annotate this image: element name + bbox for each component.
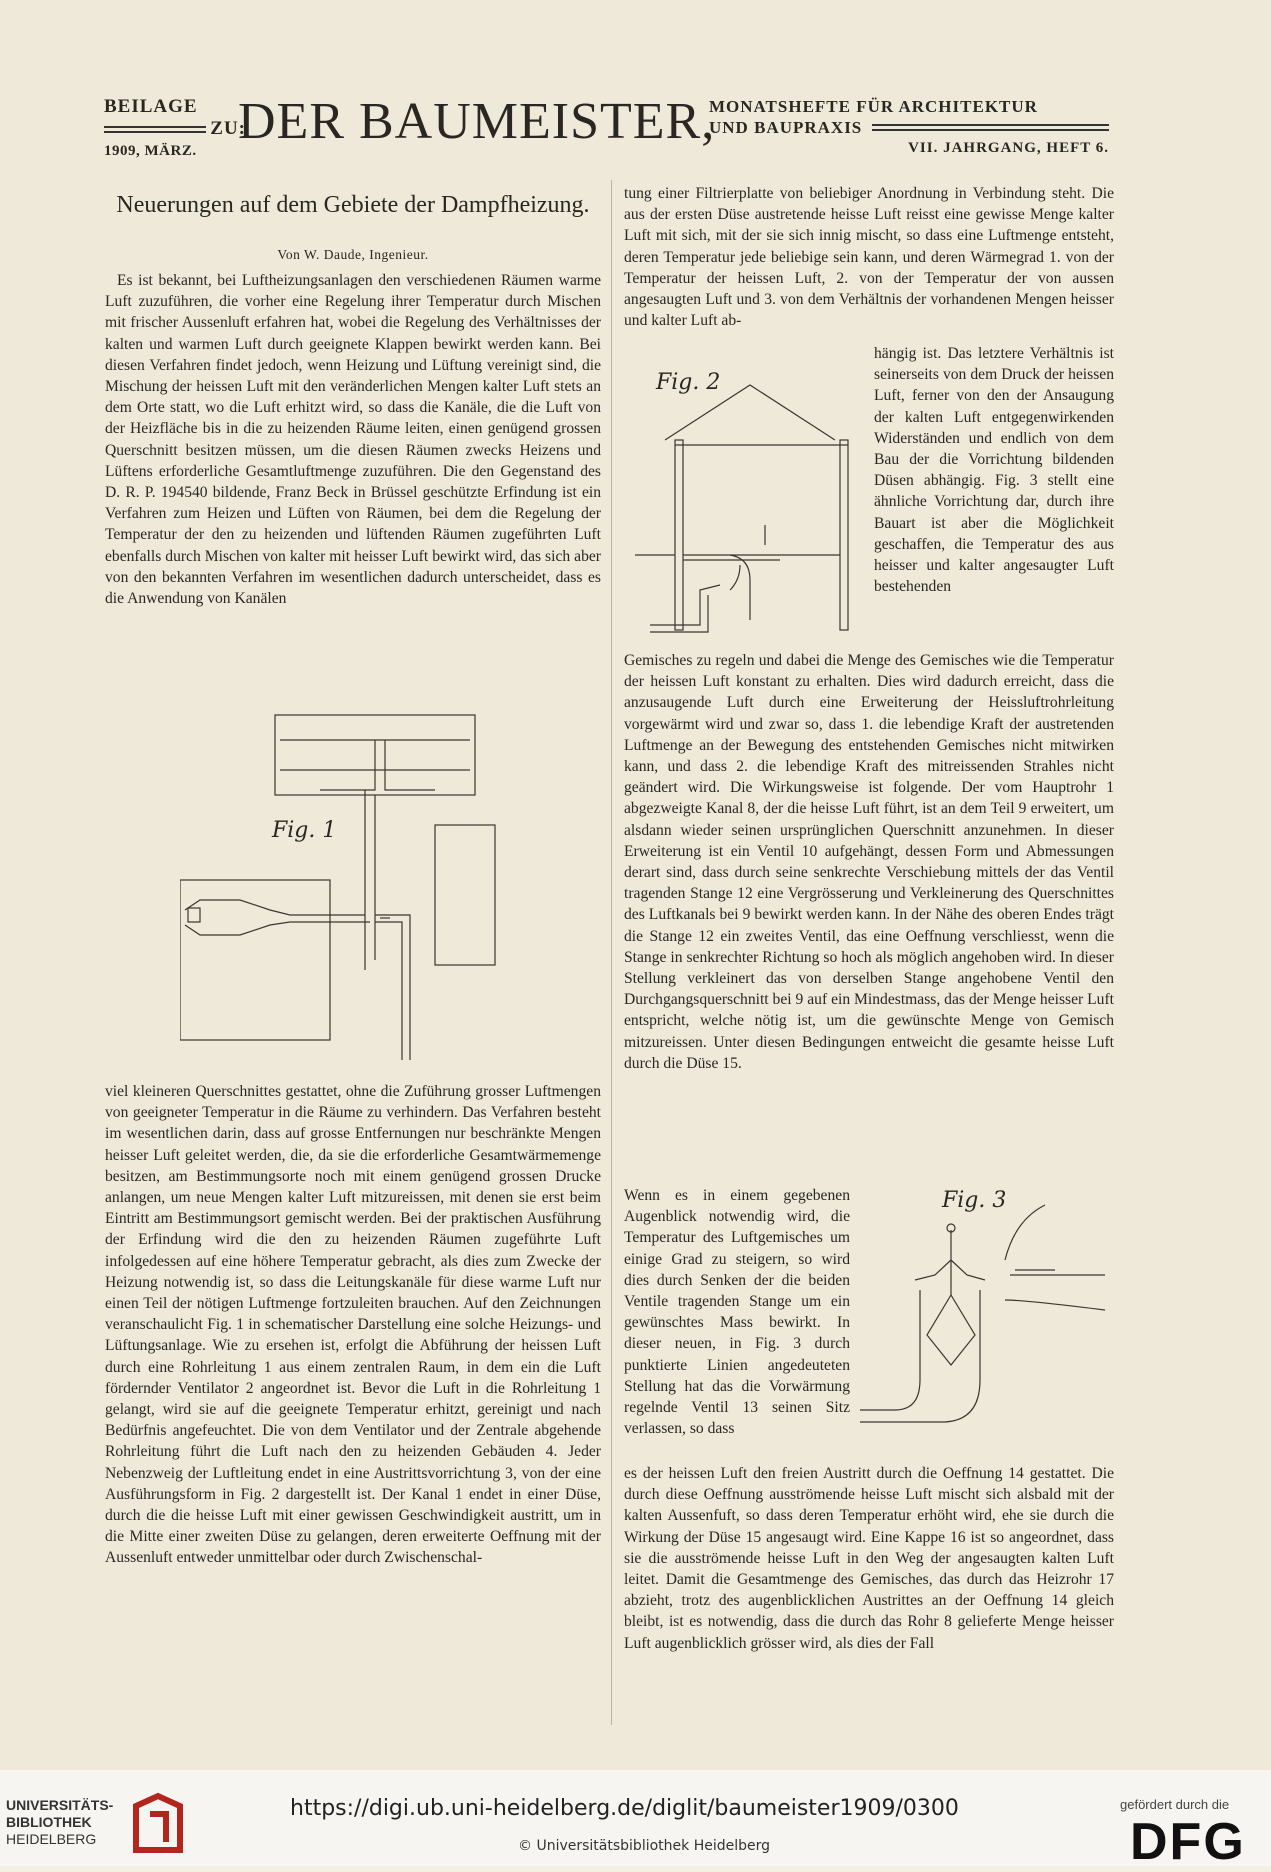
funding-caption: gefördert durch die — [1120, 1797, 1230, 1812]
page-url-link[interactable]: https://digi.ub.uni-heidelberg.de/diglit/baumeister1909/0300 — [290, 1796, 959, 1821]
right-column-narrow2 — [624, 1185, 850, 1439]
subtitle-line1: MONATSHEFTE FÜR ARCHITEKTUR — [709, 97, 1038, 116]
header-zu: ZU: — [210, 118, 246, 139]
header-date: 1909, MÄRZ. — [104, 143, 197, 159]
article-byline: Von W. Daude, Ingenieur. — [277, 247, 429, 262]
fig3-label: Fig. 3 — [942, 1188, 1007, 1213]
right-column-bottom — [624, 1463, 1114, 1654]
column-divider — [611, 180, 612, 1725]
library-logo-icon[interactable] — [128, 1792, 188, 1854]
fig1-drawing — [180, 710, 520, 1070]
library-line3: HEIDELBERG — [6, 1831, 97, 1847]
paragraph: Wenn es in einem gegebenen Augenblick notwendig wird, die Temperatur des Luftgemisches um einige Grad zu steigern, so wird dies durch Senken der die beiden Ventile tragenden Stange um ein gewünschtes Mass bewirkt. In dieser neuen, in Fig. 3 durch punktierte Linien angedeuteten Stellung hat das die Vorwärmung regelnde Ventil 13 seinen Sitz verlassen, so dass — [624, 1187, 850, 1438]
fig2-label: Fig. 2 — [656, 370, 721, 395]
fig3-valve — [927, 1295, 975, 1365]
right-column-middle — [624, 650, 1114, 1074]
journal-title: DER BAUMEISTER, — [238, 93, 716, 150]
subtitle-line2: UND BAUPRAXIS — [709, 118, 863, 137]
article-title: Neuerungen auf dem Gebiete der Dampfheizung. — [116, 192, 590, 218]
fig1-central-room — [180, 880, 330, 1040]
fig2-roof — [665, 385, 835, 440]
header-supplement — [104, 96, 246, 162]
paragraph: hängig ist. Das letztere Verhältnis ist seinerseits von dem Druck der heissen Luft, ferner von den der Ansaugung der kalten Luft entgegenwirkenden Widerständen und endlich von dem Bau der die Vorrichtung bildenden Düsen abhängig. Fig. 3 stellt eine ähnliche Vorrichtung dar, durch ihre Bauart ist aber die Möglichkeit geschaffen, die Temperatur des aus heisser und kalter angesaugter Luft bestehenden — [874, 345, 1114, 596]
paragraph: tung einer Filtrierplatte von beliebiger Anordnung in Verbindung steht. Die aus der ersten Düse austretende heisse Luft reisst eine gewisse Menge kalter Luft mit sich, mit der sie sich innig mischt, so dass eine Luftmenge entsteht, deren Temperatur jede beliebige sein kann, und deren Wärmegrad 1. von der Temperatur der heissen Luft, 2. von der Temperatur der von aussen angesaugten Luft und 3. von dem Verhältnis der vorhandenen Mengen heisser und kalter Luft ab- — [624, 185, 1114, 330]
paragraph: Es ist bekannt, bei Luftheizungsanlagen den verschiedenen Räumen warme Luft zuzuführen, die vorher eine Regelung ihrer Temperatur durch Mischen mit frischer Aussenluft erfahren hat, wobei die Regelung des Verhältnisses der kalten und warmen Luft durch geeignete Klappen bewirkt werden kann. Bei diesen Verfahren findet jedoch, wenn Heizung und Lüftung vereinigt sind, die Mischung der heissen Luft mit den veränderlichen Mengen kalter Luft stets an dem Orte statt, wo die Luft erhitzt wird, so dass die Kanäle, die die Luft von der Heizfläche bis in die zu heizenden Räume leiten, einen genügend grossen Querschnitt besitzen müssen, um die diesen Räumen zwecks Heizens und Lüftens erforderliche Gesamtluftmenge zuzuführen. Die den Gegenstand des D. R. P. 194540 bildende, Franz Beck in Brüssel geschützte Erfindung ist ein Verfahren zum Heizen und Lüften von Räumen, bei dem die Regelung der Temperatur der den zu heizenden und lüftenden Räumen zugeführten Luft ebenfalls durch Mischen von kalter mit heisser Luft bewirkt wird, das sich aber von den bekannten Verfahren im wesentlichen dadurch unterscheidet, dass es die Anwendung von Kanälen — [105, 272, 601, 608]
copyright-notice: © Universitätsbibliothek Heidelberg — [518, 1838, 771, 1854]
paragraph: Gemisches zu regeln und dabei die Menge des Gemisches wie die Temperatur der heissen Luft konstant zu erhalten. Dies wird dadurch erreicht, dass die anzusaugende Luft durch eine Erweiterung der Heissluftrohrleitung vorgewärmt wird und zwar so, dass 1. die lebendige Kraft der austretenden Luftmenge an der Bewegung des entstehenden Gemisches nicht mitwirken kann, und dass 2. die lebendige Kraft des mitreissenden Strahles nicht geändert wird. Die Wirkungsweise ist folgende. Der vom Hauptrohr 1 abgezweigte Kanal 8, der die heisse Luft führt, ist an dem Teil 9 erweitert, um alsdann wieder seinen ursprünglichen Querschnitt anzunehmen. In dieser Erweiterung ist ein Ventil 10 aufgehängt, dessen Form und Abmessungen derart sind, dass durch seine senkrechte Verschiebung mittels der das Ventil tragenden Stange 12 eine Vergrösserung und Verkleinerung des Querschnittes des Luftkanals bei 9 bewirkt werden kann. In der Nähe des oberen Endes trägt die Stange 12 ein zweites Ventil, das eine Oeffnung verschliesst, wenn die Stange in senkrechter Richtung so hoch als möglich angehoben wird. In dieser Stellung verkleinert das von derselben Stange angehobene Ventil den Durchgangsquerschnitt bei 9 auf ein Mindestmass, das der Menge heisser Luft entspricht, welche nötig ist, um die gewünschte Menge von Gemisch mitzureissen. Unter diesen Bedingungen entweicht die gesamte heisse Luft durch die Düse 15. — [624, 652, 1114, 1072]
issue-info: VII. JAHRGANG, HEFT 6. — [908, 140, 1109, 156]
fig1-label: Fig. 1 — [272, 818, 337, 843]
dfg-logo[interactable]: DFG — [1130, 1813, 1246, 1871]
fig1-building-right — [435, 825, 495, 965]
header-beilage: BEILAGE — [104, 96, 198, 117]
right-column-narrow — [874, 343, 1114, 597]
fig3-drawing — [855, 1200, 1115, 1435]
left-column-bottom — [105, 1081, 601, 1569]
left-column-top — [105, 270, 601, 609]
library-line2: BIBLIOTHEK — [6, 1814, 92, 1830]
header-subtitle — [709, 96, 1109, 159]
paragraph: viel kleineren Querschnittes gestattet, ohne die Zuführung grosser Luftmengen von geeigneter Temperatur in die Räume zu verhindern. Das Verfahren besteht im wesentlichen darin, dass auf grosse Entfernungen nur beschränkte Mengen heisser Luft geleitet werden, die, da sie die erforderliche Gesamtwärmemenge besitzen, am Bestimmungsorte noch mit einem genügend grossen Drucke anlangen, um neue Mengen kalter Luft mitzureissen, mit denen sie erst beim Eintritt am Bestimmungsort gemischt werden. Bei der praktischen Ausführung der Erfindung wird die den zu heizenden Räumen zugeführte Luft infolgedessen auf eine höhere Temperatur gebracht, als dies zum Zwecke der Heizung notwendig ist, so dass die Leitungskanäle für diese warme Luft nur einen Teil der nötigen Luftmenge fortzuleiten brauchen. Auf den Zeichnungen veranschaulicht Fig. 1 in schematischer Darstellung eine solche Heizungs- und Lüftungsanlage. Wie zu ersehen ist, erfolgt die Abführung der heissen Luft durch eine Rohrleitung 1 aus einem zentralen Raum, in dem ein die Luft fördernder Ventilator 2 angeordnet ist. Bevor die Luft in die Rohrleitung 1 gelangt, wird sie auf die geeignete Temperatur erhitzt, gereinigt und nach Bedürfnis angefeuchtet. Die von dem Ventilator und der Zentrale abgehende Rohrleitung führt die Luft nach den zu heizenden Gebäuden 4. Jeder Nebenzweig der Luftleitung endet in eine Austrittsvorrichtung 3, von der eine Ausführungsform in Fig. 2 dargestellt ist. Der Kanal 1 endet in einer Düse, durch die die heisse Luft mit einer gewissen Geschwindigkeit austritt, um in die Mitte einer zweiten Düse zu gelangen, deren erweiterte Oeffnung mit der Aussenluft entweder unmittelbar oder durch Zwischenschal- — [105, 1083, 601, 1567]
fig2-drawing — [630, 380, 870, 640]
right-column-top — [624, 183, 1114, 331]
library-name[interactable] — [6, 1797, 113, 1848]
library-line1: UNIVERSITÄTS- — [6, 1797, 114, 1813]
paragraph: es der heissen Luft den freien Austritt durch die Oeffnung 14 gestattet. Die durch diese Oeffnung ausströmende heisse Luft mischt sich alsbald mit der kalten Aussenfuft, so dass deren Temperatur erhöht wird, ehe sie durch die Wirkung der Düse 15 angesaugt wird. Eine Kappe 16 ist so angeordnet, dass sie die ausströmende heisse Luft in den Weg der angesaugten kalten Luft leitet. Damit die Gesamtmenge des Gemisches, das durch das Heizrohr 17 abzieht, trotz des augenblicklichen Austrittes an der Oeffnung 14 gleich bleibt, ist es notwendig, dass die durch das Rohr 8 gelieferte Menge heisser Luft augenblicklich grösser wird, als dies der Fall — [624, 1465, 1114, 1652]
